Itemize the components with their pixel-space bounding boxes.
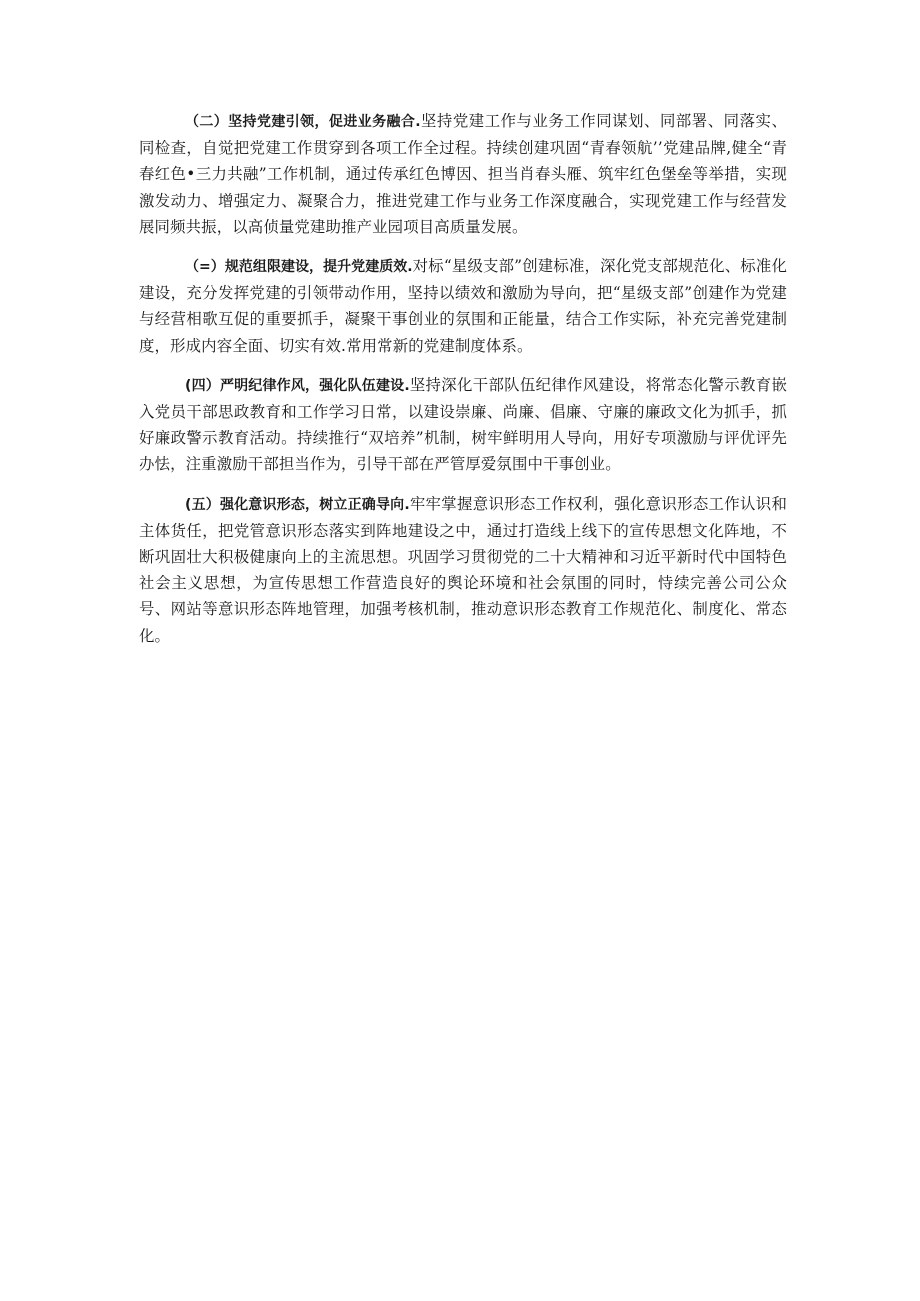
section-heading: （二）坚持党建引领，促进业务融合. xyxy=(185,114,421,130)
paragraph-4 xyxy=(139,372,787,478)
paragraph-body: 坚持党建工作与业务工作同谋划、同部署、同落实、同检查，自觉把党建工作贯穿到各项工作全过程。持续创建巩固“青春领航’’党建品牌,健全“青春红色•三力共融”工作机制，通过传承红色博因、担当肖春头雁、筑牢红色堡垒等举措，实现激发动力、增强定力、凝聚合力，推进党建工作与业务工作深度融合，实现党建工作与经营发展同频共振，以高侦量党建助推产业园项目高质量发展。 xyxy=(139,112,787,236)
section-heading: （=）规范组限建设，提升党建质效. xyxy=(185,259,413,276)
section-heading: (四）严明纪律作风，强化队伍建设. xyxy=(185,377,410,394)
document-page xyxy=(139,108,787,662)
paragraph-body: 对标“星级支部”创建标准，深化党支部规范化、标准化建设，充分发挥党建的引领带动作用，坚持以绩效和激励为导向，把“星级支部”创建作为党建与经营相歌互促的重要抓手，凝聚干事创业的氛围和正能量，结合工作实际，补充完善党建制度，形成内容全面、切实有效.常用常新的党建制度体系。 xyxy=(139,257,787,355)
paragraph-5 xyxy=(139,491,787,649)
paragraph-2 xyxy=(139,108,787,240)
paragraph-3 xyxy=(139,253,787,359)
paragraph-body: 坚持深化干部队伍纪律作风建设，将常态化警示教育嵌入党员干部思政教育和工作学习日常，以建设崇廉、尚廉、倡廉、守廉的廉政文化为抓手，抓好廉政警示教育活动。持续推行“双培养”机制，树牢鲜明用人导向，用好专项激励与评优评先办怯，注重激励干部担当作为，引导干部在严管厚爱氛围中干事创业。 xyxy=(139,375,787,474)
section-heading: (五）强化意识形态，树立正确导向. xyxy=(185,496,410,513)
paragraph-body: 牢牢掌握意识形态工作权利，强化意识形态工作认识和主体货任，把党管意识形态落实到阵地建设之中，通过打造线上线下的宣传思想文化阵地，不断巩固壮大积极健康向上的主流思想。巩固学习贯彻党的二十大精神和习近平新时代中国特色社会主义思想，为宣传思想工作营造良好的舆论环境和社会氛围的同时，恃续完善公司公众号、网站等意识形态阵地管理，加强考核机制，推动意识形态教育工作规范化、制度化、常态化。 xyxy=(139,494,787,645)
